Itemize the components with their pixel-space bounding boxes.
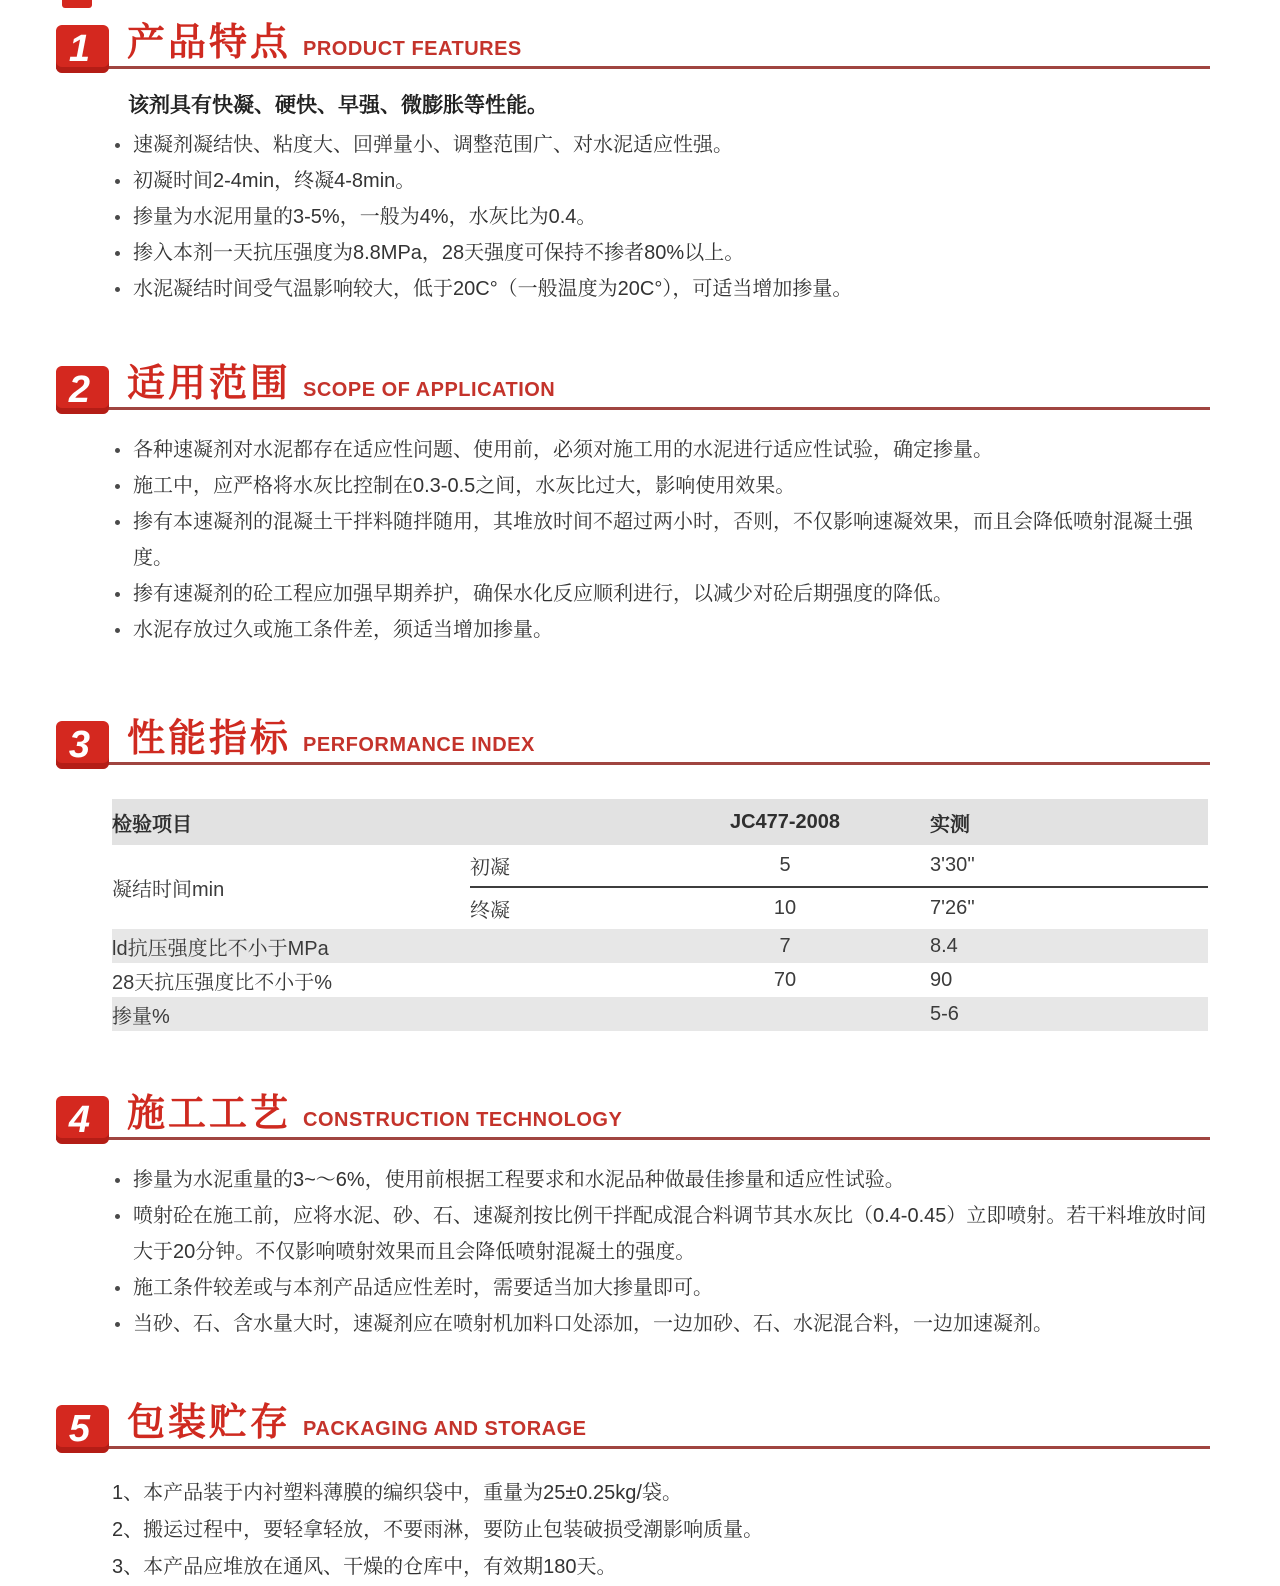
section-title-en: SCOPE OF APPLICATION [303,379,556,401]
section-body [112,1162,1210,1342]
cell-setting-time-label: 凝结时间min [112,845,470,929]
bullet-item [112,271,1210,307]
bullet-text: 施工条件较差或与本剂产品适应性差时，需要适当加大掺量即可。 [133,1277,713,1299]
list-item: 2、搬运过程中，要轻拿轻放，不要雨淋，要防止包装破损受潮影响质量。 [112,1519,764,1541]
section-body [112,432,1210,648]
col-header-standard: JC477-2008 [640,799,930,845]
bullet-text: 掺量为水泥重量的3~～6%，使用前根据工程要求和水泥品种做最佳掺量和适应性试验。 [133,1169,905,1191]
section-construction-technology [0,1095,1280,1342]
table-row [112,963,1208,997]
section-number-badge [56,25,109,73]
bullet-item [112,1270,1210,1306]
section-number: 4 [68,1098,91,1141]
bullet-dot-icon [115,592,120,597]
section-title-zh: 适用范围 [127,363,292,405]
cell-standard-value: 10 [640,887,930,929]
section-title-zh: 产品特点 [127,22,292,64]
col-header-item: 检验项目 [112,799,470,845]
bullet-text: 当砂、石、含水量大时，速凝剂应在喷射机加料口处添加，一边加砂、石、水泥混合料，一边加速凝剂。 [133,1313,1053,1335]
bullet-text: 各种速凝剂对水泥都存在适应性问题、使用前，必须对施工用的水泥进行适应性试验，确定掺量。 [133,439,993,461]
section-packaging-and-storage [0,1404,1280,1586]
cell-measured-value: 3'30'' [930,845,1208,887]
intro-line: 该剂具有快凝、硬快、早强、微膨胀等性能。 [128,94,548,117]
bullet-text: 水泥凝结时间受气温影响较大，低于20C°（一般温度为20C°），可适当增加掺量。 [133,278,853,300]
table-row [112,997,1208,1031]
section-title-en: CONSTRUCTION TECHNOLOGY [303,1109,623,1131]
section-number: 3 [68,723,91,766]
bullet-item [112,432,1210,468]
bullet-item [112,576,1210,612]
bullet-dot-icon [115,448,120,453]
section-title-zh: 包装贮存 [127,1402,292,1444]
section-number-badge [56,1405,109,1453]
bullet-text: 喷射砼在施工前，应将水泥、砂、石、速凝剂按比例干拌配成混合料调节其水灰比（0.4-0.45）立即喷射。若干料堆放时间大于20分钟。不仅影响喷射效果而且会降低喷射混凝土的强度。 [133,1205,1207,1263]
section-header [56,1095,1210,1140]
section-header [56,365,1210,410]
bullet-item [112,612,1210,648]
numbered-list [112,1475,1210,1586]
section-number-badge [56,366,109,414]
section-title-zh: 性能指标 [127,718,292,760]
bullet-dot-icon [115,1214,120,1219]
bullet-text: 施工中，应严格将水灰比控制在0.3-0.5之间，水灰比过大，影响使用效果。 [133,475,796,497]
bullet-dot-icon [115,179,120,184]
list-item: 3、本产品应堆放在通风、干燥的仓库中，有效期180天。 [112,1556,617,1578]
section-number-badge [56,721,109,769]
section-title-en: PERFORMANCE INDEX [303,734,535,756]
col-header-sub [470,799,640,845]
cell-standard-value: 5 [640,845,930,887]
bullet-item [112,468,1210,504]
section-title-en: PRODUCT FEATURES [303,38,522,60]
bullet-dot-icon [115,520,120,525]
cell-sub-label: 终凝 [470,887,640,929]
bullet-item [112,163,1210,199]
section-product-features [0,24,1280,307]
section-header [56,24,1210,69]
cell-sub-label: 初凝 [470,845,640,887]
section-header [56,720,1210,765]
bullet-item [112,1162,1210,1198]
bullet-dot-icon [115,1322,120,1327]
section-title-zh: 施工工艺 [127,1093,292,1135]
bullet-dot-icon [115,1178,120,1183]
section-number-badge [56,1096,109,1144]
cell-item-label: 28天抗压强度比不小于% [112,971,333,994]
bullet-text: 初凝时间2-4min，终凝4-8min。 [133,170,416,192]
cell-item-label: 掺量% [112,997,640,1031]
list-item: 1、本产品装于内衬塑料薄膜的编织袋中，重量为25±0.25kg/袋。 [112,1482,682,1504]
cell-standard-value: 70 [773,968,797,991]
cell-measured-value: 5-6 [930,997,1208,1031]
section-number: 5 [68,1407,91,1450]
bullet-text: 掺有本速凝剂的混凝土干拌料随拌随用，其堆放时间不超过两小时，否则，不仅影响速凝效果，而且会降低喷射混凝土强度。 [133,511,1193,569]
section-body [112,91,1210,307]
bullet-item [112,235,1210,271]
bullet-item [112,504,1210,576]
section-number: 1 [68,27,91,70]
col-header-measured: 实测 [930,799,1208,845]
table-header-row [112,799,1208,845]
bullet-dot-icon [115,1286,120,1291]
cell-measured-value: 8.4 [930,929,1208,963]
cell-measured-value: 7'26'' [930,887,1208,929]
bullet-dot-icon [115,215,120,220]
bullet-text: 掺有速凝剂的砼工程应加强早期养护，确保水化反应顺利进行，以减少对砼后期强度的降低。 [133,583,953,605]
table-row [112,845,1208,887]
bullet-text: 掺量为水泥用量的3-5%，一般为4%，水灰比为0.4。 [133,206,597,228]
bullet-item [112,1306,1210,1342]
section-number: 2 [68,368,91,411]
bullet-text: 水泥存放过久或施工条件差，须适当增加掺量。 [133,619,553,641]
section-title-en: PACKAGING AND STORAGE [303,1418,587,1440]
cell-standard-value: 7 [640,929,930,963]
table-row [112,929,1208,963]
section-header [56,1404,1210,1449]
cell-measured-value: 90 [930,968,953,991]
bullet-dot-icon [115,287,120,292]
section-performance-index [0,720,1280,1031]
section-scope-of-application [0,365,1280,648]
performance-index-table [112,799,1208,1031]
bullet-text: 速凝剂凝结快、粘度大、回弹量小、调整范围广、对水泥适应性强。 [133,134,733,156]
bullet-item [112,127,1210,163]
bullet-item [112,199,1210,235]
bullet-dot-icon [115,628,120,633]
bullet-dot-icon [115,143,120,148]
bullet-item [112,1198,1210,1270]
bullet-text: 掺入本剂一天抗压强度为8.8MPa，28天强度可保持不掺者80%以上。 [133,242,745,264]
bullet-dot-icon [115,251,120,256]
cell-item-label: ld抗压强度比不小于MPa [112,929,640,963]
bullet-dot-icon [115,484,120,489]
cropped-red-fragment [62,0,92,8]
cell-standard-value [640,997,930,1031]
